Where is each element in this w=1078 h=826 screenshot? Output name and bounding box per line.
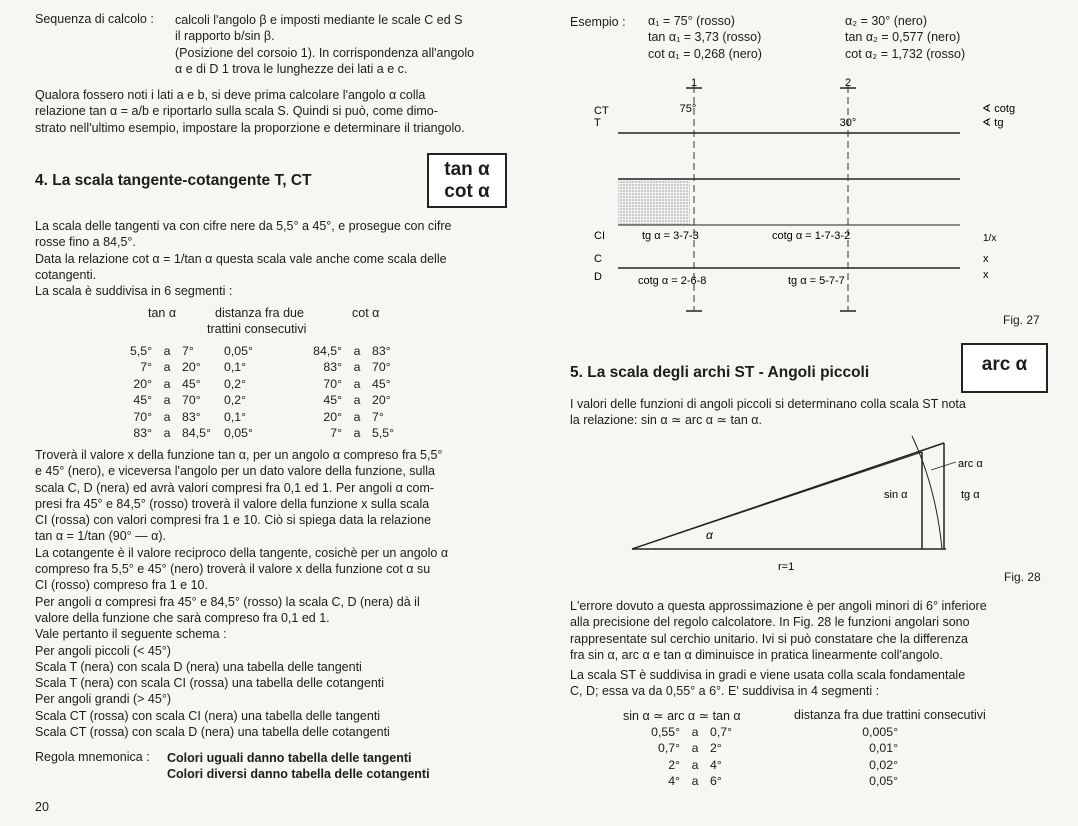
text-line: CI (rossa) con valori compresi fra 1 e 10. Ciò si spiega data la relazione — [35, 513, 432, 528]
table-cell: 20° — [323, 409, 343, 424]
text-line: scala C, D (nera) ed avrà valori compresi fra 0,1 ed 1. Per angoli α com- — [35, 480, 435, 495]
text-line: L'errore dovuto a questa approssimazione è per angoli minori di 6° inferiore — [570, 599, 987, 613]
table-cell: 7° — [330, 426, 343, 441]
paragraph-approximation — [570, 598, 987, 700]
tan-table-header-tan: tan α — [148, 306, 177, 320]
example-line: tan α₂ = 0,577 (nero) — [845, 30, 961, 45]
label-arc: arc α — [958, 458, 983, 470]
table-cell: a — [353, 393, 361, 408]
table-cell: a — [353, 409, 361, 424]
text-line: Scala CT (rossa) con scala CI (nera) una tabella delle tangenti — [35, 708, 381, 723]
table-row — [126, 359, 406, 375]
st-table-header-distance: distanza fra due trattini consecutivi — [794, 708, 986, 722]
label-sin: sin α — [884, 489, 908, 501]
table-cell: 20° — [182, 360, 201, 375]
table-cell: a — [691, 725, 699, 739]
text-line: I valori delle funzioni di angoli piccoli si determinano colla scala ST nota — [570, 397, 966, 411]
table-cell: 0,005° — [862, 725, 898, 739]
table-cell: 5,5° — [372, 426, 395, 441]
paragraph-explanation — [35, 447, 448, 740]
text-line: Scala T (nera) con scala D (nera) una tabella delle tangenti — [35, 659, 362, 674]
text-line: La scala delle tangenti va con cifre nere da 5,5° a 45°, e prosegue con cifre — [35, 219, 452, 233]
table-row — [646, 740, 902, 756]
paragraph-small-angles — [570, 396, 966, 429]
text-line: Troverà il valore x della funzione tan α, per un angolo α compreso fra 5,5° — [35, 448, 443, 462]
table-cell: a — [691, 741, 699, 756]
text-line: e 45° (nero), e viceversa l'angolo per un dato valore della funzione, sulla — [35, 464, 435, 479]
cursor-label-1: 1 — [690, 77, 698, 89]
table-cell: 83° — [372, 344, 391, 358]
sequence-line: calcoli l'angolo β e imposti mediante le scale C ed S — [175, 13, 463, 27]
table-cell: 0,2° — [224, 393, 247, 408]
tan-table-header-distance: distanza fra due — [215, 306, 304, 320]
text-line: strato nell'ultimo esempio, impostare la proporzione e determinare il triangolo. — [35, 120, 465, 135]
tan-table-header-distance-2: trattini consecutivi — [207, 322, 307, 336]
tan-table-header-cot: cot α — [352, 306, 380, 320]
text-line: La cotangente è il valore reciproco della tangente, cosichè per un angolo α — [35, 545, 449, 560]
table-cell: 0,01° — [869, 741, 898, 756]
table-cell: a — [691, 757, 699, 772]
text-line: Qualora fossero noti i lati a e b, si deve prima calcolare l'angolo α colla — [35, 88, 426, 102]
table-cell: 45° — [323, 393, 343, 408]
angle-label-30: 30° — [839, 117, 857, 129]
table-cell: 7° — [372, 409, 384, 424]
table-cell: 83° — [182, 409, 201, 424]
table-row — [126, 343, 406, 359]
scale-right-tg: ∢ tg — [982, 117, 1004, 129]
tan-table — [126, 343, 406, 441]
table-cell: a — [163, 426, 171, 441]
st-table — [646, 724, 902, 790]
table-cell: a — [353, 360, 361, 375]
table-cell: a — [163, 393, 171, 408]
mnemonic-label: Regola mnemonica : — [35, 750, 150, 764]
table-cell: 0,05° — [869, 774, 898, 789]
table-cell: a — [163, 409, 171, 424]
section-4-title: 4. La scala tangente-cotangente T, CT — [35, 172, 312, 189]
scale-right-x-c: x — [983, 253, 989, 265]
paragraph-known-sides — [35, 87, 465, 136]
table-row — [646, 757, 902, 773]
text-line: La scala ST è suddivisa in gradi e viene usata colla scala fondamentale — [570, 668, 966, 683]
table-cell: 0,55° — [651, 725, 680, 739]
example-col-2 — [845, 13, 965, 62]
section-5-title: 5. La scala degli archi ST - Angoli piccoli — [570, 364, 870, 381]
example-line: cot α₂ = 1,732 (rosso) — [845, 46, 966, 61]
label-tg: tg α — [961, 489, 980, 501]
scale-right-cotg: ∢ cotg — [982, 103, 1016, 115]
cot-label: cot α — [444, 181, 490, 202]
example-line: α₁ = 75° (rosso) — [648, 14, 735, 28]
example-line: α₂ = 30° (nero) — [845, 14, 928, 28]
table-cell: 5,5° — [130, 344, 153, 358]
text-line: la relazione: sin α ≃ arc α ≃ tan α. — [570, 413, 763, 428]
text-line: Per angoli α compresi fra 45° e 84,5° (rosso) la scala C, D (nera) dà il — [35, 594, 420, 609]
cursor-label-2: 2 — [844, 77, 852, 89]
text-line: presi fra 45° e 84,5° (rosso) troverà il valore della funzione x sulla scala — [35, 496, 430, 511]
text-line: fra sin α, arc α e tan α diminuisce in pratica linearmente coll'angolo. — [570, 647, 943, 662]
radius-line — [632, 452, 922, 549]
text-line: cotangenti. — [35, 267, 97, 282]
text-line: rosse fino a 84,5°. — [35, 235, 136, 250]
table-cell: 45° — [372, 376, 391, 391]
reading-tg-d: tg α = 5-7-7 — [788, 275, 845, 287]
tan-cot-label-box — [427, 153, 507, 208]
table-cell: a — [353, 344, 361, 358]
table-row — [126, 376, 406, 392]
reading-tg-ci: tg α = 3-7-3 — [642, 230, 699, 242]
fig27-slide-rule-diagram — [590, 76, 1050, 321]
paragraph-tangent-scale — [35, 218, 452, 299]
table-cell: 0,7° — [657, 741, 680, 756]
table-cell: a — [163, 344, 171, 358]
example-label: Esempio : — [570, 15, 626, 29]
scale-right-x-d: x — [983, 269, 989, 281]
table-cell: 0,1° — [224, 360, 247, 375]
text-line: Scala CT (rossa) con scala D (nera) una tabella delle cotangenti — [35, 725, 390, 740]
label-alpha: α — [706, 528, 713, 542]
table-cell: 0,1° — [224, 409, 247, 424]
table-row — [126, 409, 406, 425]
table-cell: 45° — [133, 393, 153, 408]
table-cell: a — [163, 376, 171, 391]
table-cell: 7° — [182, 344, 194, 358]
table-cell: 4° — [710, 757, 722, 772]
mnemonic-line: Colori diversi danno tabella delle cotangenti — [167, 767, 430, 782]
fig28-caption: Fig. 28 — [1004, 570, 1041, 584]
scale-label-d: D — [594, 271, 602, 283]
label-radius: r=1 — [778, 561, 795, 573]
fig27-caption: Fig. 27 — [1003, 313, 1040, 327]
table-cell: 83° — [133, 426, 153, 441]
table-row — [126, 392, 406, 408]
text-line: Scala T (nera) con scala CI (rossa) una tabella delle cotangenti — [35, 676, 385, 691]
angle-label-75: 75° — [679, 103, 697, 115]
text-line: Per angoli grandi (> 45°) — [35, 692, 171, 707]
tan-label: tan α — [444, 159, 490, 180]
table-cell: 20° — [372, 393, 391, 408]
table-cell: 70° — [182, 393, 201, 408]
table-cell: 84,5° — [182, 426, 211, 441]
text-line: relazione tan α = a/b e riportarlo sulla scala S. Quindi si può, come dimo- — [35, 104, 438, 119]
table-row — [126, 425, 406, 441]
sequence-line: α e di D 1 trova le lunghezze dei lati a e c. — [175, 61, 408, 76]
table-cell: 0,2° — [224, 376, 247, 391]
table-cell: 0,02° — [869, 757, 898, 772]
text-line: C, D; essa va da 0,55° a 6°. E' suddivisa in 4 segmenti : — [570, 684, 880, 699]
table-cell: 0,7° — [710, 725, 733, 739]
reading-cotg-ci: cotg α = 1-7-3-2 — [772, 230, 851, 242]
text-line: alla precisione del regolo calcolatore. In Fig. 28 le funzioni angolari sono — [570, 615, 970, 630]
sequence-text — [175, 12, 474, 77]
table-cell: 0,05° — [224, 426, 253, 441]
table-cell: a — [163, 360, 171, 375]
table-cell: 0,05° — [224, 344, 253, 358]
table-cell: 4° — [668, 774, 680, 789]
table-cell: 45° — [182, 376, 201, 391]
fig28-unit-circle-diagram — [628, 432, 1028, 577]
text-line: Vale pertanto il seguente schema : — [35, 627, 227, 642]
scale-label-ci: CI — [594, 230, 605, 242]
example-col-1 — [648, 13, 762, 62]
example-line: tan α₁ = 3,73 (rosso) — [648, 30, 762, 45]
reading-cotg-d: cotg α = 2-6-8 — [638, 275, 707, 287]
mnemonic-line: Colori uguali danno tabella delle tangenti — [167, 751, 412, 765]
table-row — [646, 724, 902, 740]
text-line: compreso fra 5,5° e 45° (nero) troverà il valore x della funzione cot α su — [35, 562, 431, 577]
example-line: cot α₁ = 0,268 (nero) — [648, 46, 762, 61]
text-line: CI (rosso) compreso fra 1 e 10. — [35, 578, 208, 593]
table-cell: 70° — [323, 376, 343, 391]
table-cell: 70° — [133, 409, 153, 424]
slide-shaded-region — [618, 179, 690, 225]
text-line: rappresentate sul cerchio unitario. Ivi si può constatare che la differenza — [570, 631, 968, 646]
st-table-header-functions: sin α ≃ arc α ≃ tan α — [623, 709, 741, 723]
sequence-label: Sequenza di calcolo : — [35, 12, 154, 26]
mnemonic-rule — [167, 750, 430, 783]
text-line: La scala è suddivisa in 6 segmenti : — [35, 284, 233, 299]
text-line: valore della funzione che sarà compreso fra 0,1 ed 1. — [35, 610, 330, 625]
table-cell: a — [353, 376, 361, 391]
scale-label-ct: CT — [594, 105, 609, 117]
table-cell: 20° — [133, 376, 153, 391]
page-number: 20 — [35, 800, 49, 814]
scale-label-c: C — [594, 253, 602, 265]
arc-label-box: arc α — [961, 343, 1048, 393]
text-line: Data la relazione cot α = 1/tan α questa scala vale anche come scala delle — [35, 251, 447, 266]
text-line: Per angoli piccoli (< 45°) — [35, 643, 171, 658]
table-cell: 70° — [372, 360, 391, 375]
table-cell: 6° — [710, 774, 722, 789]
sequence-line: (Posizione del corsoio 1). In corrispondenza all'angolo — [175, 45, 475, 60]
sequence-line: il rapporto b/sin β. — [175, 29, 275, 44]
table-cell: a — [691, 774, 699, 789]
table-cell: 2° — [668, 757, 680, 772]
table-cell: 84,5° — [313, 344, 343, 358]
table-cell: 7° — [140, 360, 153, 375]
table-cell: 83° — [323, 360, 343, 375]
table-cell: a — [353, 426, 361, 441]
table-row — [646, 773, 902, 789]
text-line: tan α = 1/tan (90° — α). — [35, 529, 166, 544]
table-cell: 2° — [710, 741, 722, 756]
scale-right-reciprocal: 1/x — [983, 233, 997, 244]
scale-label-t: T — [594, 117, 601, 129]
